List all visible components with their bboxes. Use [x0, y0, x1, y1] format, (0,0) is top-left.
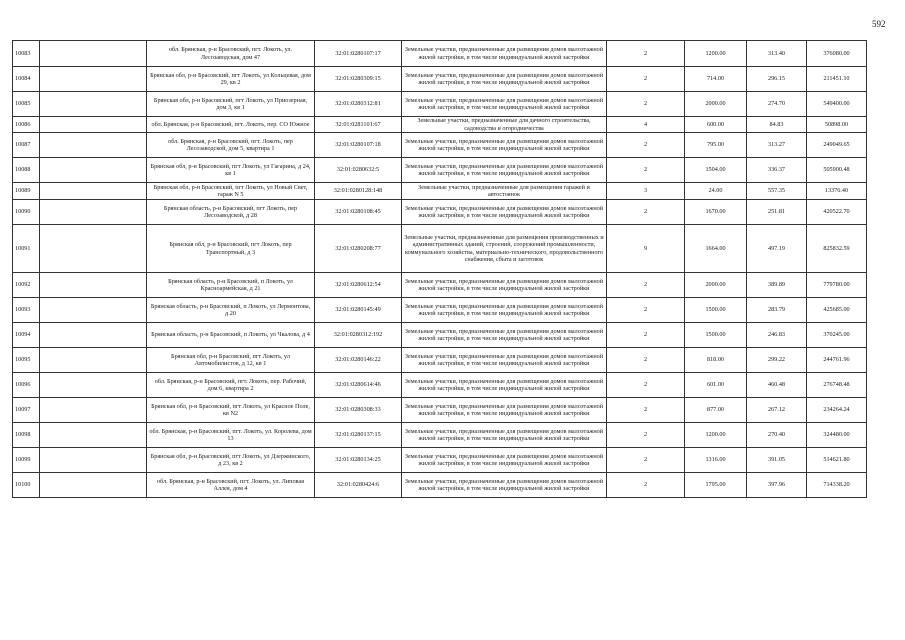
land-use-cell: Земельные участки, предназначенные для размещения домов малоэтажной жилой застройки, в том числе индивидуальной жилой застройки	[402, 41, 607, 67]
use-group-cell: 2	[607, 423, 685, 448]
cadastral-value-cell: 234264.24	[807, 398, 867, 423]
record-number-cell: 10086	[13, 117, 40, 133]
area-cell: 818.00	[685, 348, 747, 373]
land-use-cell: Земельные участки, предназначенные для размещения домов малоэтажной жилой застройки, в том числе индивидуальной жилой застройки	[402, 348, 607, 373]
area-cell: 24.00	[685, 183, 747, 200]
area-cell: 1200.00	[685, 41, 747, 67]
specific-value-cell: 296.15	[747, 67, 807, 92]
table-row	[13, 133, 867, 158]
cadastral-value-cell: 249049.65	[807, 133, 867, 158]
table-row	[13, 423, 867, 448]
use-group-cell: 2	[607, 348, 685, 373]
table-row	[13, 373, 867, 398]
cadastral-value-cell: 13376.40	[807, 183, 867, 200]
table-row	[13, 92, 867, 117]
record-number-cell: 10098	[13, 423, 40, 448]
address-cell: Брянская обл, р-н Брасовский, пгт Локоть, ул Приозерная, дом 3, кв 1	[147, 92, 315, 117]
empty-cell	[40, 348, 147, 373]
empty-cell	[40, 133, 147, 158]
table-row	[13, 183, 867, 200]
land-use-cell: Земельные участки, предназначенные для размещения домов малоэтажной жилой застройки, в том числе индивидуальной жилой застройки	[402, 67, 607, 92]
address-cell: Брянская обл, р-н Брасовский, пгт Локоть, ул Кольцевая, дом 29, кв 2	[147, 67, 315, 92]
empty-cell	[40, 273, 147, 298]
cadastral-value-cell: 276748.48	[807, 373, 867, 398]
empty-cell	[40, 423, 147, 448]
use-group-cell: 2	[607, 298, 685, 323]
record-number-cell: 10083	[13, 41, 40, 67]
use-group-cell: 9	[607, 225, 685, 273]
address-cell: Брянская обл, р-н Брасовский, пгт Локоть, пер Транспортный, д 3	[147, 225, 315, 273]
land-use-cell: Земельные участки, предназначенные для размещения домов малоэтажной жилой застройки, в том числе индивидуальной жилой застройки	[402, 473, 607, 498]
specific-value-cell: 251.81	[747, 200, 807, 225]
table-row	[13, 225, 867, 273]
record-number-cell: 10093	[13, 298, 40, 323]
cadastral-value-cell: 211451.10	[807, 67, 867, 92]
address-cell: Брянская область, р-н Брасовский, п Локоть, ул Красноармейская, д 21	[147, 273, 315, 298]
cadastral-number-cell: 32:01:0280308:33	[315, 398, 402, 423]
record-number-cell: 10089	[13, 183, 40, 200]
cadastral-value-cell: 514621.80	[807, 448, 867, 473]
cadastral-number-cell: 32:01:0280145:49	[315, 298, 402, 323]
empty-cell	[40, 117, 147, 133]
land-use-cell: Земельные участки, предназначенные для размещения домов малоэтажной жилой застройки, в том числе индивидуальной жилой застройки	[402, 273, 607, 298]
cadastral-number-cell: 32:01:0280208:77	[315, 225, 402, 273]
record-number-cell: 10092	[13, 273, 40, 298]
table-row	[13, 348, 867, 373]
address-cell: Брянская обл, р-н Брасовский, пгт Локоть, ул Автомобилистов, д 12, кв 1	[147, 348, 315, 373]
cadastral-number-cell: 32:01:0280312:192	[315, 323, 402, 348]
use-group-cell: 2	[607, 373, 685, 398]
address-cell: Брянская обл, р-н Брасовский, пгт Локоть, ул Гагарина, д 24, кв 1	[147, 158, 315, 183]
address-cell: Брянская область, р-н Брасовский, пгт Локоть, пер Лесозаводской, д 28	[147, 200, 315, 225]
table-row	[13, 448, 867, 473]
table-row	[13, 323, 867, 348]
area-cell: 1500.00	[685, 298, 747, 323]
area-cell: 714.00	[685, 67, 747, 92]
use-group-cell: 2	[607, 92, 685, 117]
table-row	[13, 67, 867, 92]
cadastral-number-cell: 32:01:0280614:46	[315, 373, 402, 398]
land-use-cell: Земельные участки, предназначенные для размещения домов малоэтажной жилой застройки, в том числе индивидуальной жилой застройки	[402, 423, 607, 448]
cadastral-value-cell: 425685.00	[807, 298, 867, 323]
table-row	[13, 117, 867, 133]
table-body	[13, 41, 867, 498]
area-cell: 1795.00	[685, 473, 747, 498]
specific-value-cell: 313.40	[747, 41, 807, 67]
specific-value-cell: 336.37	[747, 158, 807, 183]
cadastral-number-cell: 32:01:0280134:25	[315, 448, 402, 473]
empty-cell	[40, 67, 147, 92]
land-use-cell: Земельные участки, предназначенные для размещения домов малоэтажной жилой застройки, в том числе индивидуальной жилой застройки	[402, 298, 607, 323]
empty-cell	[40, 92, 147, 117]
land-use-cell: Земельные участки, предназначенные для размещения домов малоэтажной жилой застройки, в том числе индивидуальной жилой застройки	[402, 158, 607, 183]
use-group-cell: 2	[607, 448, 685, 473]
land-use-cell: Земельные участки, предназначенные для размещения домов малоэтажной жилой застройки, в том числе индивидуальной жилой застройки	[402, 92, 607, 117]
table-row	[13, 298, 867, 323]
use-group-cell: 2	[607, 273, 685, 298]
table-row	[13, 41, 867, 67]
use-group-cell: 2	[607, 323, 685, 348]
record-number-cell: 10100	[13, 473, 40, 498]
use-group-cell: 4	[607, 117, 685, 133]
cadastral-value-cell: 324480.00	[807, 423, 867, 448]
address-cell: обл. Брянская, р-н Брасовский, пгт. Локоть, пер Лесозаводской, дом 5, квартира 1	[147, 133, 315, 158]
specific-value-cell: 389.89	[747, 273, 807, 298]
cadastral-number-cell: 32:01:0280137:15	[315, 423, 402, 448]
address-cell: Брянская обл, р-н Брасовский, пгт Локоть, ул Новый Свет, гараж N 5	[147, 183, 315, 200]
use-group-cell: 2	[607, 133, 685, 158]
specific-value-cell: 274.70	[747, 92, 807, 117]
cadastral-number-cell: 32:01:0280632:5	[315, 158, 402, 183]
specific-value-cell: 246.83	[747, 323, 807, 348]
use-group-cell: 2	[607, 473, 685, 498]
cadastral-value-cell: 244761.96	[807, 348, 867, 373]
area-cell: 2000.00	[685, 273, 747, 298]
cadastral-value-cell: 825832.59	[807, 225, 867, 273]
empty-cell	[40, 158, 147, 183]
cadastral-value-cell: 376080.00	[807, 41, 867, 67]
record-number-cell: 10099	[13, 448, 40, 473]
area-cell: 2000.00	[685, 92, 747, 117]
table-row	[13, 273, 867, 298]
area-cell: 601.00	[685, 373, 747, 398]
address-cell: обл. Брянская, р-н Брасовский, пгт. Локоть, ул. Королева, дом 13	[147, 423, 315, 448]
cadastral-number-cell: 32:01:0280107:18	[315, 133, 402, 158]
specific-value-cell: 84.83	[747, 117, 807, 133]
use-group-cell: 2	[607, 158, 685, 183]
cadastral-value-cell: 714338.20	[807, 473, 867, 498]
cadastral-value-cell: 370245.00	[807, 323, 867, 348]
table-row	[13, 473, 867, 498]
cadastral-number-cell: 32:01:0280108:45	[315, 200, 402, 225]
land-use-cell: Земельные участки, предназначенные для размещения домов малоэтажной жилой застройки, в том числе индивидуальной жилой застройки	[402, 373, 607, 398]
address-cell: обл. Брянская, р-н Брасовский, пгт. Локоть, пер. Рабочий, дом 6, квартира 2	[147, 373, 315, 398]
specific-value-cell: 283.79	[747, 298, 807, 323]
cadastral-number-cell: 32:01:0280309:15	[315, 67, 402, 92]
empty-cell	[40, 298, 147, 323]
table-row	[13, 158, 867, 183]
page-number: 592	[872, 19, 886, 29]
record-number-cell: 10085	[13, 92, 40, 117]
land-use-cell: Земельные участки, предназначенные для размещения домов малоэтажной жилой застройки, в том числе индивидуальной жилой застройки	[402, 323, 607, 348]
address-cell: Брянская область, р-н Брасовский, п Локоть, ул Чкалова, д 4	[147, 323, 315, 348]
specific-value-cell: 391.05	[747, 448, 807, 473]
cadastral-number-cell: 32:01:0280424:6	[315, 473, 402, 498]
empty-cell	[40, 41, 147, 67]
address-cell: обл. Брянская, р-н Брасовский, пгт. Локоть, ул. Лесозаводская, дом 47	[147, 41, 315, 67]
record-number-cell: 10091	[13, 225, 40, 273]
use-group-cell: 2	[607, 200, 685, 225]
record-number-cell: 10087	[13, 133, 40, 158]
record-number-cell: 10090	[13, 200, 40, 225]
use-group-cell: 2	[607, 398, 685, 423]
land-use-cell: Земельные участки, предназначенные для размещения производственных и административных зданий, строений, сооружений промышленности, коммунального хозяйства, материально-технического, продовольственного снабжения, сбыта и заготовок	[402, 225, 607, 273]
cadastral-number-cell: 32:01:0280146:22	[315, 348, 402, 373]
cadastral-value-table	[12, 40, 867, 498]
record-number-cell: 10094	[13, 323, 40, 348]
land-use-cell: Земельные участки, предназначенные для размещения домов малоэтажной жилой застройки, в том числе индивидуальной жилой застройки	[402, 398, 607, 423]
area-cell: 1504.00	[685, 158, 747, 183]
empty-cell	[40, 473, 147, 498]
cadastral-number-cell: 32:01:0280128:148	[315, 183, 402, 200]
record-number-cell: 10084	[13, 67, 40, 92]
cadastral-number-cell: 32:01:0280312:81	[315, 92, 402, 117]
empty-cell	[40, 225, 147, 273]
cadastral-number-cell: 32:01:0280107:17	[315, 41, 402, 67]
empty-cell	[40, 448, 147, 473]
area-cell: 1316.00	[685, 448, 747, 473]
land-use-cell: Земельные участки, предназначенные для размещения гаражей и автостоянок	[402, 183, 607, 200]
area-cell: 877.00	[685, 398, 747, 423]
specific-value-cell: 557.35	[747, 183, 807, 200]
address-cell: Брянская обл, р-н Брасовский, пгт Локоть, ул Дзержинского, д 23, кв 2	[147, 448, 315, 473]
address-cell: обл. Брянская, р-н Брасовский, пгт. Локоть, пер. СО Южное	[147, 117, 315, 133]
area-cell: 1670.00	[685, 200, 747, 225]
record-number-cell: 10097	[13, 398, 40, 423]
specific-value-cell: 460.48	[747, 373, 807, 398]
address-cell: Брянская обл, р-н Брасовский, пгт Локоть, ул Красное Поле, кв N2	[147, 398, 315, 423]
area-cell: 1500.00	[685, 323, 747, 348]
empty-cell	[40, 183, 147, 200]
land-use-cell: Земельные участки, предназначенные для размещения домов малоэтажной жилой застройки, в том числе индивидуальной жилой застройки	[402, 448, 607, 473]
record-number-cell: 10095	[13, 348, 40, 373]
specific-value-cell: 313.27	[747, 133, 807, 158]
record-number-cell: 10096	[13, 373, 40, 398]
use-group-cell: 3	[607, 183, 685, 200]
specific-value-cell: 299.22	[747, 348, 807, 373]
cadastral-value-cell: 549400.00	[807, 92, 867, 117]
table-row	[13, 200, 867, 225]
address-cell: Брянская область, р-н Брасовский, п Локоть, ул Лермонтова, д 20	[147, 298, 315, 323]
empty-cell	[40, 323, 147, 348]
specific-value-cell: 497.19	[747, 225, 807, 273]
area-cell: 600.00	[685, 117, 747, 133]
cadastral-value-cell: 779780.00	[807, 273, 867, 298]
empty-cell	[40, 398, 147, 423]
empty-cell	[40, 373, 147, 398]
cadastral-number-cell: 32:01:0281101:67	[315, 117, 402, 133]
use-group-cell: 2	[607, 41, 685, 67]
cadastral-value-cell: 505900.48	[807, 158, 867, 183]
land-use-cell: Земельные участки, предназначенные для размещения домов малоэтажной жилой застройки, в том числе индивидуальной жилой застройки	[402, 133, 607, 158]
land-use-cell: Земельные участки, предназначенные для размещения домов малоэтажной жилой застройки, в том числе индивидуальной жилой застройки	[402, 200, 607, 225]
record-number-cell: 10088	[13, 158, 40, 183]
cadastral-value-cell: 420522.70	[807, 200, 867, 225]
use-group-cell: 2	[607, 67, 685, 92]
land-use-cell: Земельные участки, предназначенные для дачного строительства, садоводства и огородничества	[402, 117, 607, 133]
specific-value-cell: 267.12	[747, 398, 807, 423]
area-cell: 1200.00	[685, 423, 747, 448]
address-cell: обл. Брянская, р-н Брасовский, пгт. Локоть, ул. Липовая Аллея, дом 4	[147, 473, 315, 498]
table-row	[13, 398, 867, 423]
empty-cell	[40, 200, 147, 225]
specific-value-cell: 270.40	[747, 423, 807, 448]
cadastral-value-cell: 50898.00	[807, 117, 867, 133]
specific-value-cell: 397.96	[747, 473, 807, 498]
cadastral-number-cell: 32:01:0280612:54	[315, 273, 402, 298]
area-cell: 795.00	[685, 133, 747, 158]
area-cell: 1664.00	[685, 225, 747, 273]
